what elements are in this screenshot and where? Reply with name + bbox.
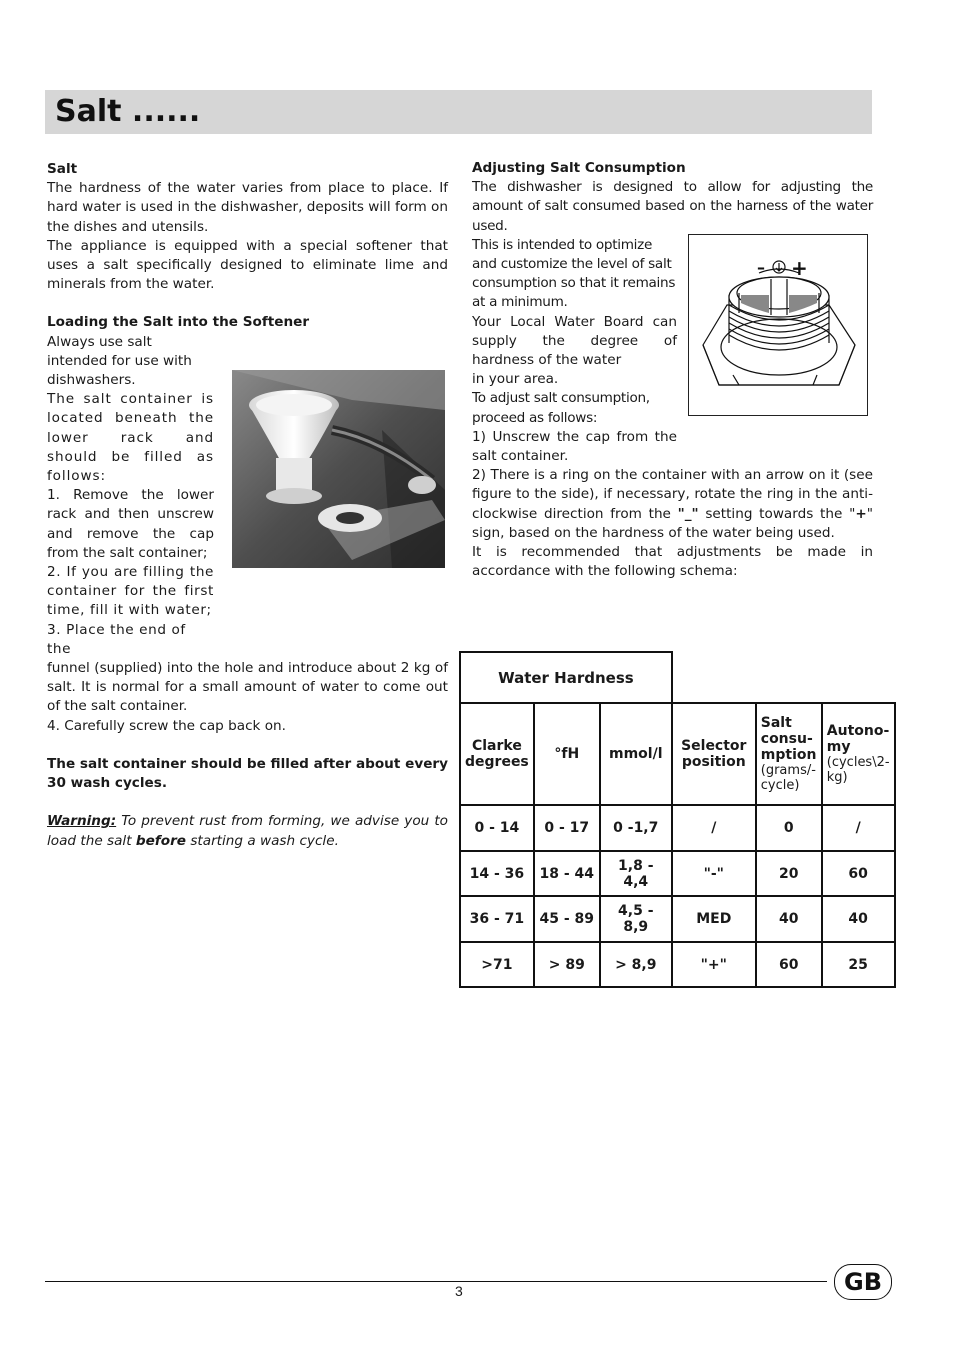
table-cell: / xyxy=(672,805,756,851)
adjust-paragraph-3a: Your Local Water Board can supply the degree of hardness of the water xyxy=(472,313,677,369)
salt-heading: Salt xyxy=(47,161,78,177)
warning-text-1: To prevent rust from forming, we advise you to load the salt xyxy=(47,813,448,849)
col-autonomy-label: Autono-my xyxy=(826,723,890,755)
adjust-paragraph-3b: in your area. xyxy=(472,371,559,388)
plus-setting: + xyxy=(855,505,867,522)
page-title: Salt ...... xyxy=(55,94,201,129)
table-cell: 60 xyxy=(822,851,895,896)
title-bar xyxy=(45,90,872,134)
table-cell: 4,5 - 8,9 xyxy=(600,896,672,942)
adjust-paragraph-1: The dishwasher is designed to allow for adjusting the amount of salt consumed based on the harness of the water used. xyxy=(472,179,873,234)
table-cell: 20 xyxy=(756,851,822,896)
warning-before: before xyxy=(135,832,186,849)
table-cell: 36 - 71 xyxy=(460,896,534,942)
salt-paragraph-2: The appliance is equipped with a special softener that uses a salt specifically designed to eliminate lime and minerals from the water. xyxy=(47,237,448,293)
adjust-heading: Adjusting Salt Consumption xyxy=(472,160,686,176)
table-cell: 1,8 - 4,4 xyxy=(600,851,672,896)
table-cell: MED xyxy=(672,896,756,942)
loading-line-1: Always use salt intended for use with dishwashers. xyxy=(47,333,192,389)
adjust-step-2-b: setting towards the " xyxy=(698,505,856,522)
table-cell: 0 xyxy=(756,805,822,851)
table-row xyxy=(460,851,895,896)
table-row xyxy=(460,805,895,851)
water-hardness-header: Water Hardness xyxy=(460,652,672,703)
adjust-paragraph-7: It is recommended that adjustments be made in accordance with the following schema: xyxy=(472,544,873,580)
table-cell: 14 - 36 xyxy=(460,851,534,896)
salt-container-photo xyxy=(232,370,445,568)
water-hardness-table xyxy=(459,651,896,988)
adjust-step-2 xyxy=(472,466,873,543)
table-cell: 60 xyxy=(756,942,822,987)
col-fh: °fH xyxy=(534,703,600,805)
table-row xyxy=(460,942,895,987)
table-cell: 0 - 14 xyxy=(460,805,534,851)
step-1: 1. Remove the lower rack and then unscrew and remove the cap from the salt container; xyxy=(47,487,214,561)
adjust-paragraph-2: This is intended to optimize and customize the level of salt consumption so that it remains at a minimum. xyxy=(472,236,676,311)
salt-ring-diagram xyxy=(688,234,868,416)
table-cell: "-" xyxy=(672,851,756,896)
table-cell: 18 - 44 xyxy=(534,851,600,896)
salt-paragraph-1: The hardness of the water varies from place to place. If hard water is used in the dishwasher, deposits will form on the dishes and utensils. xyxy=(47,180,448,235)
col-autonomy-unit: (cycles\2-kg) xyxy=(826,755,890,785)
col-salt xyxy=(756,703,822,805)
adjust-step-2-c: " sign, based on the hardness of the water being used. xyxy=(472,505,873,541)
col-autonomy xyxy=(822,703,895,805)
step-4: 4. Carefully screw the cap back on. xyxy=(47,717,286,734)
header-spacer xyxy=(672,652,895,703)
adjust-step-2-a: 2) There is a ring on the container with an arrow on it (see figure to the side), if necessary, rotate the ring in the anti-clockwise direction from the xyxy=(472,467,873,522)
page-number: 3 xyxy=(455,1283,463,1299)
table-cell: 40 xyxy=(822,896,895,942)
table-cell: 0 - 17 xyxy=(534,805,600,851)
col-clarke: Clarke degrees xyxy=(460,703,534,805)
warning-note xyxy=(47,812,448,850)
step-2: 2. If you are filling the container for the first time, fill it with water; xyxy=(47,564,214,619)
col-selector: Selector position xyxy=(672,703,756,805)
table-cell: 0 -1,7 xyxy=(600,805,672,851)
loading-heading: Loading the Salt into the Softener xyxy=(47,314,310,331)
diagram-plus-sign: + xyxy=(791,256,808,280)
col-salt-label: Salt consu-mption xyxy=(760,715,817,763)
table-row xyxy=(460,896,895,942)
step-3-start: 3. Place the end of the xyxy=(47,621,186,657)
table-cell: 40 xyxy=(756,896,822,942)
table-cell: 45 - 89 xyxy=(534,896,600,942)
footer-rule xyxy=(45,1281,827,1282)
warning-label: Warning: xyxy=(47,813,117,830)
refill-note: The salt container should be filled after about every 30 wash cycles. xyxy=(47,755,448,792)
loading-line-2: The salt container is located beneath the lower rack and should be filled as follows: xyxy=(47,391,214,485)
language-badge: GB xyxy=(834,1264,892,1300)
col-mmol: mmol/l xyxy=(600,703,672,805)
table-cell: > 8,9 xyxy=(600,942,672,987)
col-salt-unit: (grams/-cycle) xyxy=(760,763,816,793)
table-cell: > 89 xyxy=(534,942,600,987)
table-cell: / xyxy=(822,805,895,851)
warning-text-2: starting a wash cycle. xyxy=(186,832,339,849)
table-cell: "+" xyxy=(672,942,756,987)
diagram-minus-sign: – xyxy=(757,258,765,277)
table-cell: >71 xyxy=(460,942,534,987)
step-3-end: funnel (supplied) into the hole and introduce about 2 kg of salt. It is normal for a small amount of water to come out of the salt container. xyxy=(47,660,448,715)
adjust-step-1: 1) Unscrew the cap from the salt container. xyxy=(472,428,677,465)
table-cell: 25 xyxy=(822,942,895,987)
minus-setting: "_" xyxy=(677,505,699,522)
adjust-paragraph-4: To adjust salt consumption, proceed as follows: xyxy=(472,390,650,426)
